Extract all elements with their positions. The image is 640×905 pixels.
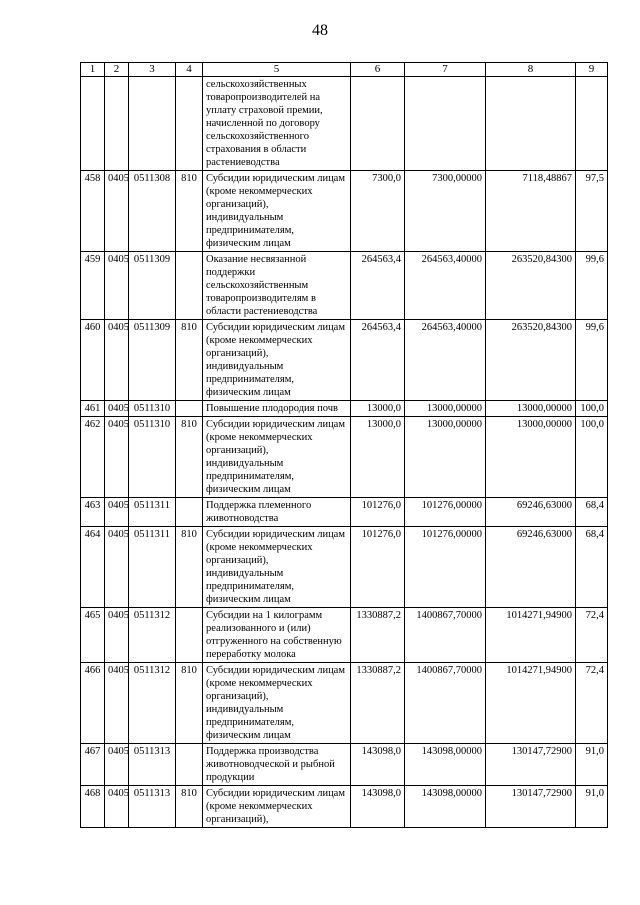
- header-cell: 7: [405, 63, 486, 77]
- header-row: [81, 63, 608, 77]
- row-number-cell: 459: [81, 252, 105, 320]
- section-code-cell: 0405: [105, 527, 129, 608]
- row-number-cell: 465: [81, 608, 105, 663]
- executed-amount-cell: 13000,00000: [486, 417, 576, 498]
- revised-amount-cell: 1400867,70000: [405, 608, 486, 663]
- percent-cell: 68,4: [576, 527, 608, 608]
- percent-cell: 72,4: [576, 663, 608, 744]
- target-code-cell: [129, 77, 176, 171]
- approved-amount-cell: 101276,0: [351, 527, 405, 608]
- executed-amount-cell: 263520,84300: [486, 320, 576, 401]
- percent-cell: 100,0: [576, 417, 608, 498]
- percent-cell: 91,0: [576, 744, 608, 786]
- header-cell: 4: [176, 63, 203, 77]
- page-number: 48: [312, 22, 328, 39]
- table-row: [81, 744, 608, 786]
- section-code-cell: 0405: [105, 663, 129, 744]
- percent-cell: 97,5: [576, 171, 608, 252]
- header-cell: 1: [81, 63, 105, 77]
- expense-type-cell: [176, 77, 203, 171]
- table-row: [81, 786, 608, 828]
- table-row: [81, 527, 608, 608]
- approved-amount-cell: 13000,0: [351, 417, 405, 498]
- revised-amount-cell: 101276,00000: [405, 527, 486, 608]
- header-cell: 8: [486, 63, 576, 77]
- revised-amount-cell: 7300,00000: [405, 171, 486, 252]
- section-code-cell: 0405: [105, 401, 129, 417]
- executed-amount-cell: 69246,63000: [486, 498, 576, 527]
- executed-amount-cell: 1014271,94900: [486, 608, 576, 663]
- revised-amount-cell: 101276,00000: [405, 498, 486, 527]
- approved-amount-cell: 7300,0: [351, 171, 405, 252]
- revised-amount-cell: 13000,00000: [405, 417, 486, 498]
- percent-cell: 99,6: [576, 252, 608, 320]
- executed-amount-cell: 130147,72900: [486, 744, 576, 786]
- approved-amount-cell: 264563,4: [351, 320, 405, 401]
- percent-cell: 99,6: [576, 320, 608, 401]
- header-cell: 6: [351, 63, 405, 77]
- section-code-cell: [105, 77, 129, 171]
- description-cell: Субсидии юридическим лицам (кроме некоммерческих организаций), индивидуальным предпринимателям, физическим лицам: [203, 171, 351, 252]
- table-row: [81, 252, 608, 320]
- expense-type-cell: [176, 498, 203, 527]
- approved-amount-cell: 143098,0: [351, 786, 405, 828]
- percent-cell: 100,0: [576, 401, 608, 417]
- description-cell: Оказание несвязанной поддержки сельскохозяйственным товаропроизводителям в области растениеводства: [203, 252, 351, 320]
- description-cell: сельскохозяйственных товаропроизводителей на уплату страховой премии, начисленной по договору сельскохозяйственного страхования в области растениеводства: [203, 77, 351, 171]
- row-number-cell: 460: [81, 320, 105, 401]
- section-code-cell: 0405: [105, 417, 129, 498]
- section-code-cell: 0405: [105, 252, 129, 320]
- description-cell: Поддержка племенного животноводства: [203, 498, 351, 527]
- target-code-cell: 0511313: [129, 786, 176, 828]
- table-row: [81, 401, 608, 417]
- table-row: [81, 171, 608, 252]
- description-cell: Субсидии юридическим лицам (кроме некоммерческих организаций), индивидуальным предпринимателям, физическим лицам: [203, 527, 351, 608]
- expense-type-cell: 810: [176, 417, 203, 498]
- executed-amount-cell: 263520,84300: [486, 252, 576, 320]
- approved-amount-cell: 101276,0: [351, 498, 405, 527]
- description-cell: Поддержка производства животноводческой и рыбной продукции: [203, 744, 351, 786]
- row-number-cell: 466: [81, 663, 105, 744]
- executed-amount-cell: 69246,63000: [486, 527, 576, 608]
- percent-cell: 68,4: [576, 498, 608, 527]
- target-code-cell: 0511309: [129, 252, 176, 320]
- revised-amount-cell: [405, 77, 486, 171]
- target-code-cell: 0511311: [129, 527, 176, 608]
- table-row: [81, 417, 608, 498]
- revised-amount-cell: 13000,00000: [405, 401, 486, 417]
- expense-type-cell: [176, 608, 203, 663]
- approved-amount-cell: 264563,4: [351, 252, 405, 320]
- expense-type-cell: 810: [176, 527, 203, 608]
- percent-cell: 91,0: [576, 786, 608, 828]
- header-cell: 5: [203, 63, 351, 77]
- executed-amount-cell: 130147,72900: [486, 786, 576, 828]
- expense-type-cell: 810: [176, 320, 203, 401]
- target-code-cell: 0511313: [129, 744, 176, 786]
- target-code-cell: 0511311: [129, 498, 176, 527]
- approved-amount-cell: [351, 77, 405, 171]
- section-code-cell: 0405: [105, 608, 129, 663]
- description-cell: Субсидии на 1 килограмм реализованного и (или) отгруженного на собственную переработку молока: [203, 608, 351, 663]
- row-number-cell: 463: [81, 498, 105, 527]
- description-cell: Субсидии юридическим лицам (кроме некоммерческих организаций), индивидуальным предпринимателям, физическим лицам: [203, 417, 351, 498]
- row-number-cell: 468: [81, 786, 105, 828]
- executed-amount-cell: 1014271,94900: [486, 663, 576, 744]
- header-cell: 2: [105, 63, 129, 77]
- executed-amount-cell: 7118,48867: [486, 171, 576, 252]
- budget-execution-table: [80, 62, 608, 828]
- header-cell: 9: [576, 63, 608, 77]
- revised-amount-cell: 1400867,70000: [405, 663, 486, 744]
- row-number-cell: 461: [81, 401, 105, 417]
- revised-amount-cell: 264563,40000: [405, 320, 486, 401]
- expense-type-cell: 810: [176, 171, 203, 252]
- revised-amount-cell: 143098,00000: [405, 744, 486, 786]
- expense-type-cell: [176, 252, 203, 320]
- expense-type-cell: [176, 744, 203, 786]
- expense-type-cell: 810: [176, 663, 203, 744]
- description-cell: Субсидии юридическим лицам (кроме некоммерческих организаций), индивидуальным предпринимателям, физическим лицам: [203, 320, 351, 401]
- description-cell: Субсидии юридическим лицам (кроме некоммерческих организаций),: [203, 786, 351, 828]
- description-cell: Повышение плодородия почв: [203, 401, 351, 417]
- percent-cell: [576, 77, 608, 171]
- approved-amount-cell: 13000,0: [351, 401, 405, 417]
- table-row: [81, 608, 608, 663]
- approved-amount-cell: 143098,0: [351, 744, 405, 786]
- target-code-cell: 0511309: [129, 320, 176, 401]
- row-number-cell: 458: [81, 171, 105, 252]
- executed-amount-cell: [486, 77, 576, 171]
- row-number-cell: 464: [81, 527, 105, 608]
- expense-type-cell: 810: [176, 786, 203, 828]
- header-cell: 3: [129, 63, 176, 77]
- target-code-cell: 0511312: [129, 608, 176, 663]
- revised-amount-cell: 264563,40000: [405, 252, 486, 320]
- row-number-cell: 462: [81, 417, 105, 498]
- table-row: [81, 320, 608, 401]
- section-code-cell: 0405: [105, 786, 129, 828]
- target-code-cell: 0511308: [129, 171, 176, 252]
- expense-type-cell: [176, 401, 203, 417]
- approved-amount-cell: 1330887,2: [351, 663, 405, 744]
- target-code-cell: 0511312: [129, 663, 176, 744]
- section-code-cell: 0405: [105, 498, 129, 527]
- revised-amount-cell: 143098,00000: [405, 786, 486, 828]
- row-number-cell: [81, 77, 105, 171]
- percent-cell: 72,4: [576, 608, 608, 663]
- table-row: [81, 663, 608, 744]
- row-number-cell: 467: [81, 744, 105, 786]
- section-code-cell: 0405: [105, 320, 129, 401]
- section-code-cell: 0405: [105, 744, 129, 786]
- table-row: [81, 77, 608, 171]
- table-row: [81, 498, 608, 527]
- executed-amount-cell: 13000,00000: [486, 401, 576, 417]
- approved-amount-cell: 1330887,2: [351, 608, 405, 663]
- target-code-cell: 0511310: [129, 401, 176, 417]
- target-code-cell: 0511310: [129, 417, 176, 498]
- description-cell: Субсидии юридическим лицам (кроме некоммерческих организаций), индивидуальным предпринимателям, физическим лицам: [203, 663, 351, 744]
- section-code-cell: 0405: [105, 171, 129, 252]
